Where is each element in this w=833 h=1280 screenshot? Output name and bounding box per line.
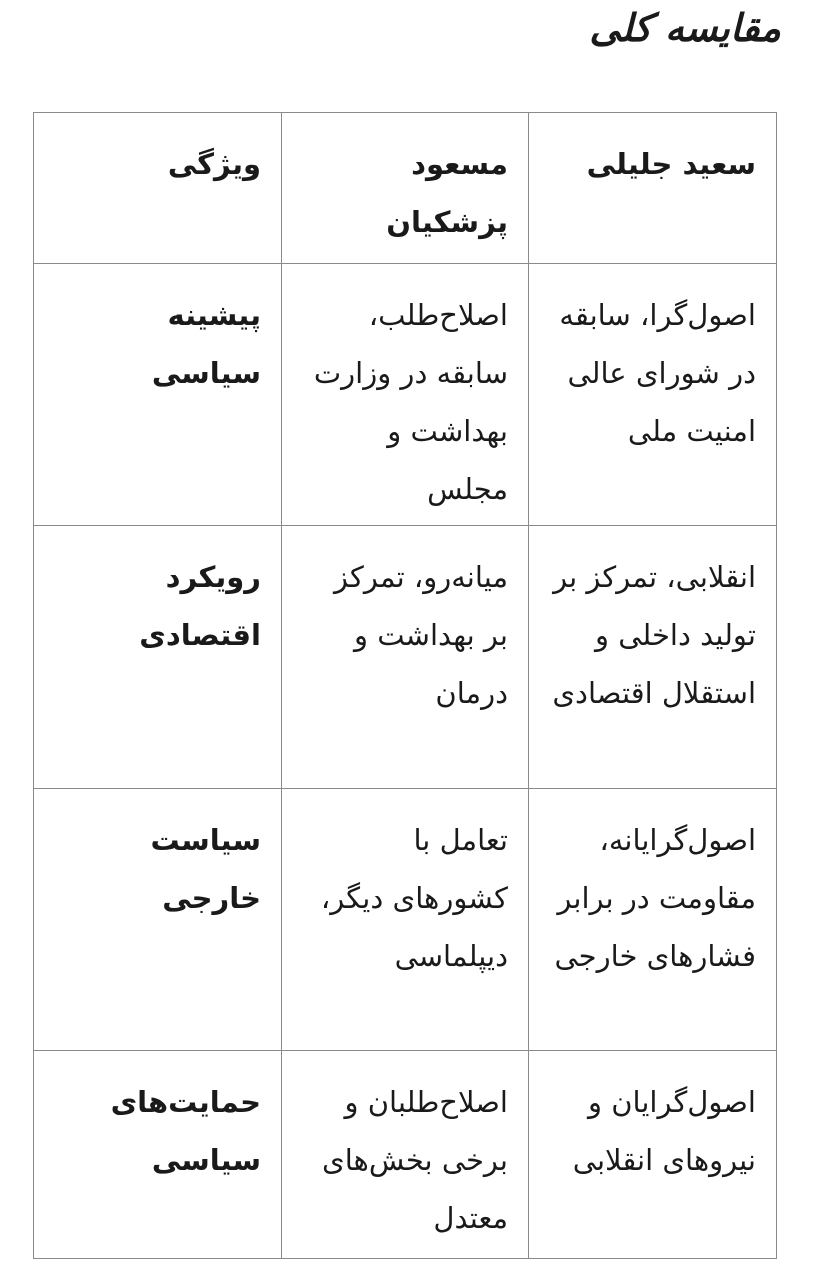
cell-feature: رویکرد اقتصادی	[34, 526, 282, 789]
cell-pezeshkian: میانه‌رو، تمرکز بر بهداشت و درمان	[282, 526, 529, 789]
page-title: مقایسه کلی	[589, 6, 781, 50]
cell-jalili: انقلابی، تمرکز بر تولید داخلی و استقلال اقتصادی	[529, 526, 777, 789]
cell-feature: پیشینه سیاسی	[34, 264, 282, 526]
table-header-row	[34, 113, 777, 264]
table-row	[34, 1051, 777, 1259]
cell-pezeshkian: اصلاح‌طلب، سابقه در وزارت بهداشت و مجلس	[282, 264, 529, 526]
header-feature: ویژگی	[34, 113, 282, 264]
cell-jalili: اصول‌گرایان و نیروهای انقلابی	[529, 1051, 777, 1259]
table-row	[34, 264, 777, 526]
cell-pezeshkian: اصلاح‌طلبان و برخی بخش‌های معتدل	[282, 1051, 529, 1259]
cell-jalili: اصول‌گرا، سابقه در شورای عالی امنیت ملی	[529, 264, 777, 526]
table-row	[34, 789, 777, 1051]
cell-jalili: اصول‌گرایانه، مقاومت در برابر فشارهای خارجی	[529, 789, 777, 1051]
comparison-table	[33, 112, 777, 1259]
header-pezeshkian: مسعود پزشکیان	[282, 113, 529, 264]
cell-feature: حمایت‌های سیاسی	[34, 1051, 282, 1259]
header-jalili: سعید جلیلی	[529, 113, 777, 264]
cell-feature: سیاست خارجی	[34, 789, 282, 1051]
table-row	[34, 526, 777, 789]
cell-pezeshkian: تعامل با کشورهای دیگر، دیپلماسی	[282, 789, 529, 1051]
